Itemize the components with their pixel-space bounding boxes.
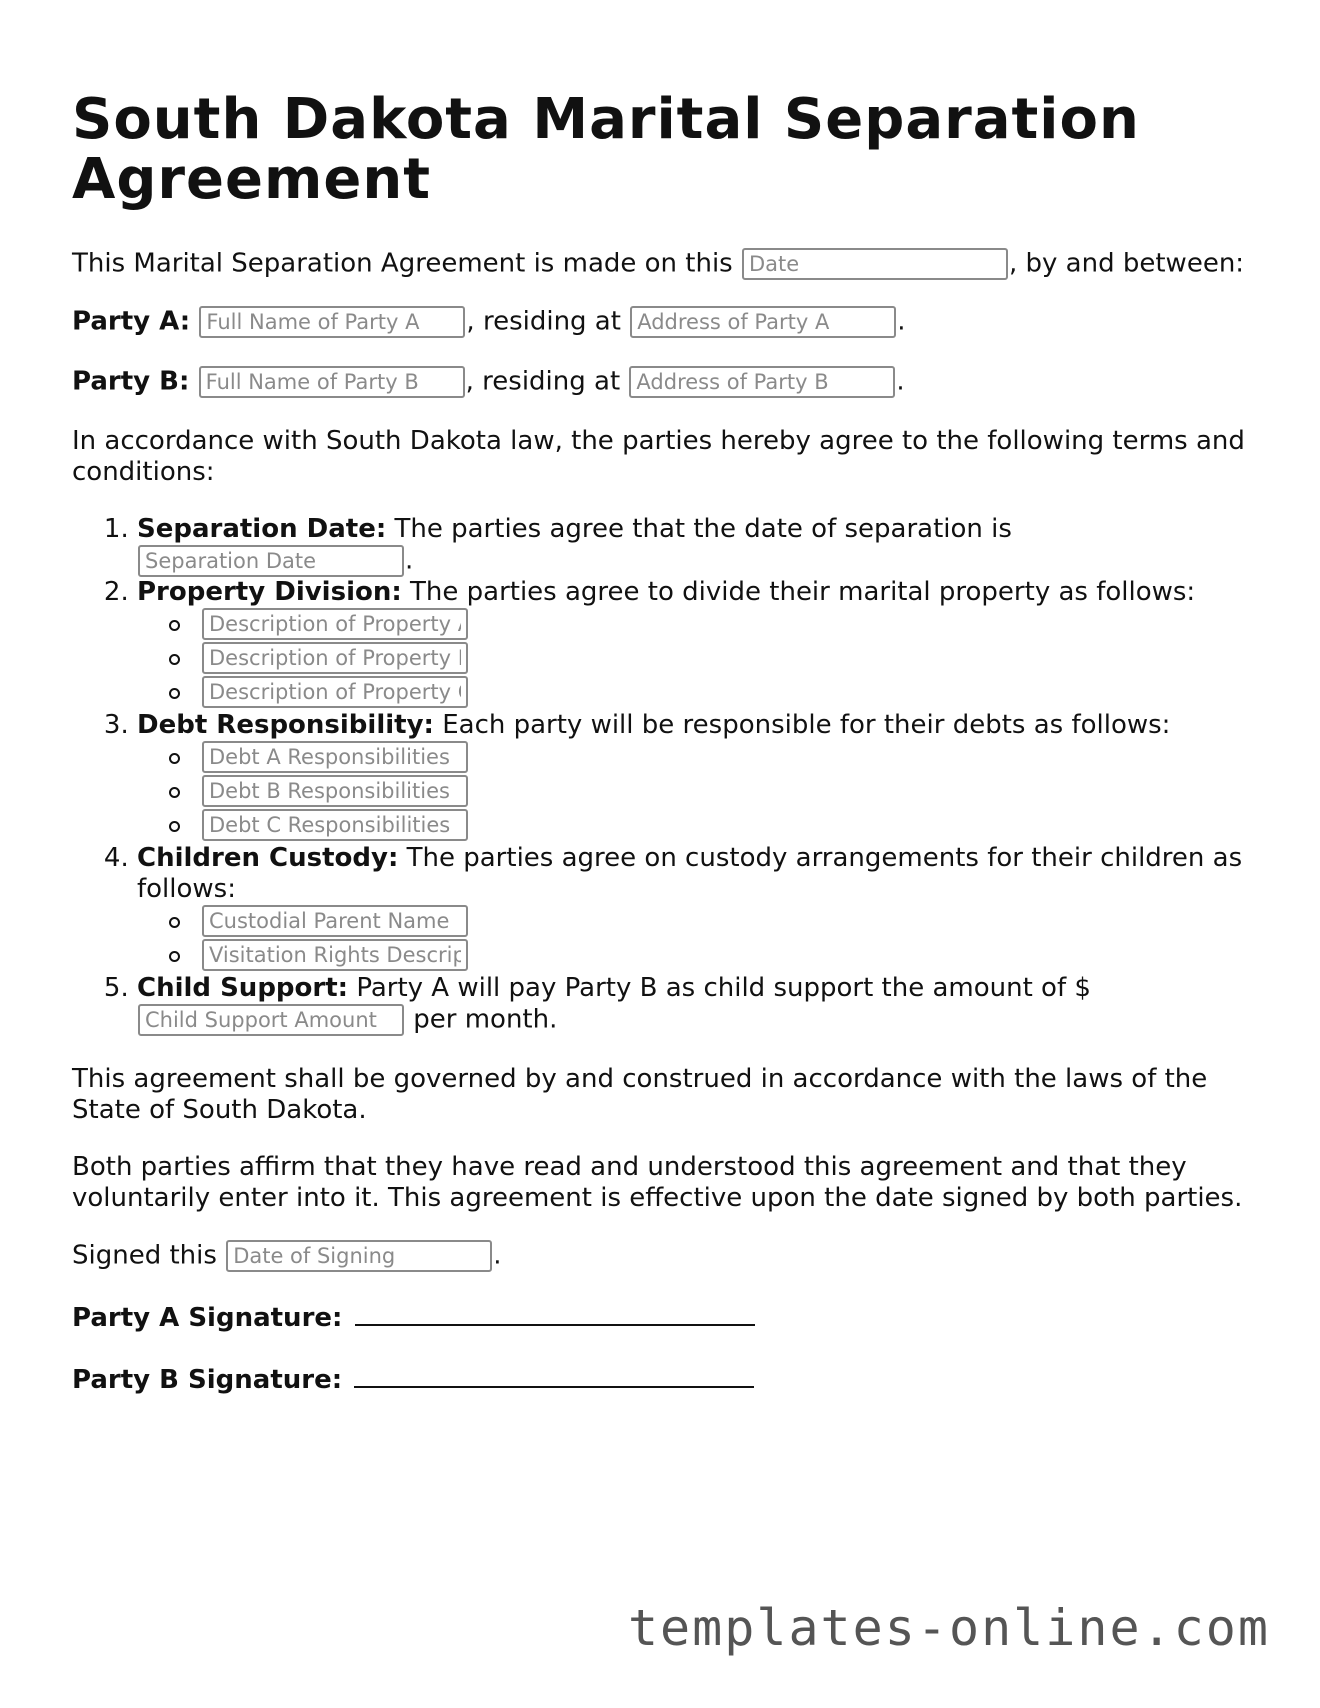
support-heading: Child Support:: [137, 973, 349, 1003]
party-a-residing-text: , residing at: [466, 306, 621, 337]
term-separation-date: [137, 514, 1252, 577]
list-item: [201, 642, 1252, 676]
property-c-input[interactable]: [202, 676, 468, 708]
list-item: [201, 676, 1252, 710]
list-item: [201, 939, 1252, 973]
affirm-paragraph: Both parties affirm that they have read and understood this agreement and that they voluntarily enter into it. This agreement is effective upon the date signed by both parties.: [72, 1152, 1243, 1213]
party-b-signature-line: [72, 1362, 1252, 1396]
signed-text: Signed this: [72, 1240, 217, 1271]
date-of-signing-input[interactable]: [226, 1240, 492, 1272]
property-b-input[interactable]: [202, 642, 468, 674]
accordance-paragraph: In accordance with South Dakota law, the parties hereby agree to the following terms and conditions:: [72, 426, 1245, 487]
separation-period: .: [405, 545, 414, 576]
property-text: The parties agree to divide their marital property as follows:: [410, 577, 1196, 607]
list-item: [201, 775, 1252, 809]
property-heading: Property Division:: [137, 577, 402, 607]
custodial-parent-input[interactable]: [202, 905, 468, 937]
party-a-line: [72, 306, 1252, 338]
intro-paragraph: [72, 248, 1252, 280]
circle-bullet-icon: [169, 688, 180, 699]
party-a-label: Party A:: [72, 306, 191, 337]
terms-list: [72, 514, 1252, 1036]
custody-text: The parties agree on custody arrangements for their children as follows:: [137, 843, 1243, 904]
list-item: [201, 608, 1252, 642]
property-list: [137, 608, 1252, 710]
party-b-label: Party B:: [72, 366, 190, 397]
party-a-signature-label: Party A Signature:: [72, 1303, 343, 1333]
agreement-date-input[interactable]: [742, 248, 1008, 280]
circle-bullet-icon: [169, 654, 180, 665]
party-a-signature-line: [72, 1300, 1252, 1334]
custody-heading: Children Custody:: [137, 843, 399, 873]
term-children-custody: [137, 843, 1252, 973]
term-property-division: [137, 577, 1252, 710]
debt-c-input[interactable]: [202, 809, 468, 841]
support-after-text: per month.: [413, 1004, 558, 1035]
document-page: [72, 87, 1252, 1424]
list-item: [201, 809, 1252, 843]
debt-text: Each party will be responsible for their debts as follows:: [442, 710, 1171, 740]
child-support-amount-input[interactable]: [138, 1004, 404, 1036]
party-b-line: [72, 366, 1252, 398]
support-text: Party A will pay Party B as child support the amount of $: [356, 973, 1091, 1003]
separation-heading: Separation Date:: [137, 514, 387, 544]
watermark: templates-online.com: [627, 1599, 1270, 1657]
circle-bullet-icon: [169, 821, 180, 832]
party-b-signature-label: Party B Signature:: [72, 1365, 343, 1395]
list-item: [201, 905, 1252, 939]
signed-period: .: [493, 1240, 502, 1271]
signed-line: [72, 1240, 1252, 1272]
circle-bullet-icon: [169, 951, 180, 962]
term-debt-responsibility: [137, 710, 1252, 843]
custody-list: [137, 905, 1252, 973]
party-a-name-input[interactable]: [199, 306, 465, 338]
governed-paragraph: This agreement shall be governed by and construed in accordance with the laws of the State of South Dakota.: [72, 1064, 1208, 1125]
circle-bullet-icon: [169, 917, 180, 928]
circle-bullet-icon: [169, 753, 180, 764]
intro-text: This Marital Separation Agreement is made on this: [72, 248, 733, 279]
party-a-signature-blank[interactable]: [355, 1300, 755, 1326]
debt-a-input[interactable]: [202, 741, 468, 773]
party-b-signature-blank[interactable]: [354, 1362, 754, 1388]
separation-date-input[interactable]: [138, 545, 404, 577]
debt-heading: Debt Responsibility:: [137, 710, 434, 740]
party-b-period: .: [896, 366, 905, 397]
circle-bullet-icon: [169, 787, 180, 798]
party-b-name-input[interactable]: [199, 366, 465, 398]
debt-list: [137, 741, 1252, 843]
party-b-residing-text: , residing at: [465, 366, 621, 397]
property-a-input[interactable]: [202, 608, 468, 640]
list-item: [201, 741, 1252, 775]
page-title: South Dakota Marital Separation Agreement: [72, 87, 1140, 212]
party-b-address-input[interactable]: [629, 366, 895, 398]
term-child-support: [137, 973, 1252, 1036]
visitation-rights-input[interactable]: [202, 939, 468, 971]
circle-bullet-icon: [169, 620, 180, 631]
debt-b-input[interactable]: [202, 775, 468, 807]
intro-tail-text: , by and between:: [1009, 248, 1245, 279]
party-a-address-input[interactable]: [630, 306, 896, 338]
separation-text: The parties agree that the date of separation is: [394, 514, 1012, 544]
party-a-period: .: [897, 306, 906, 337]
